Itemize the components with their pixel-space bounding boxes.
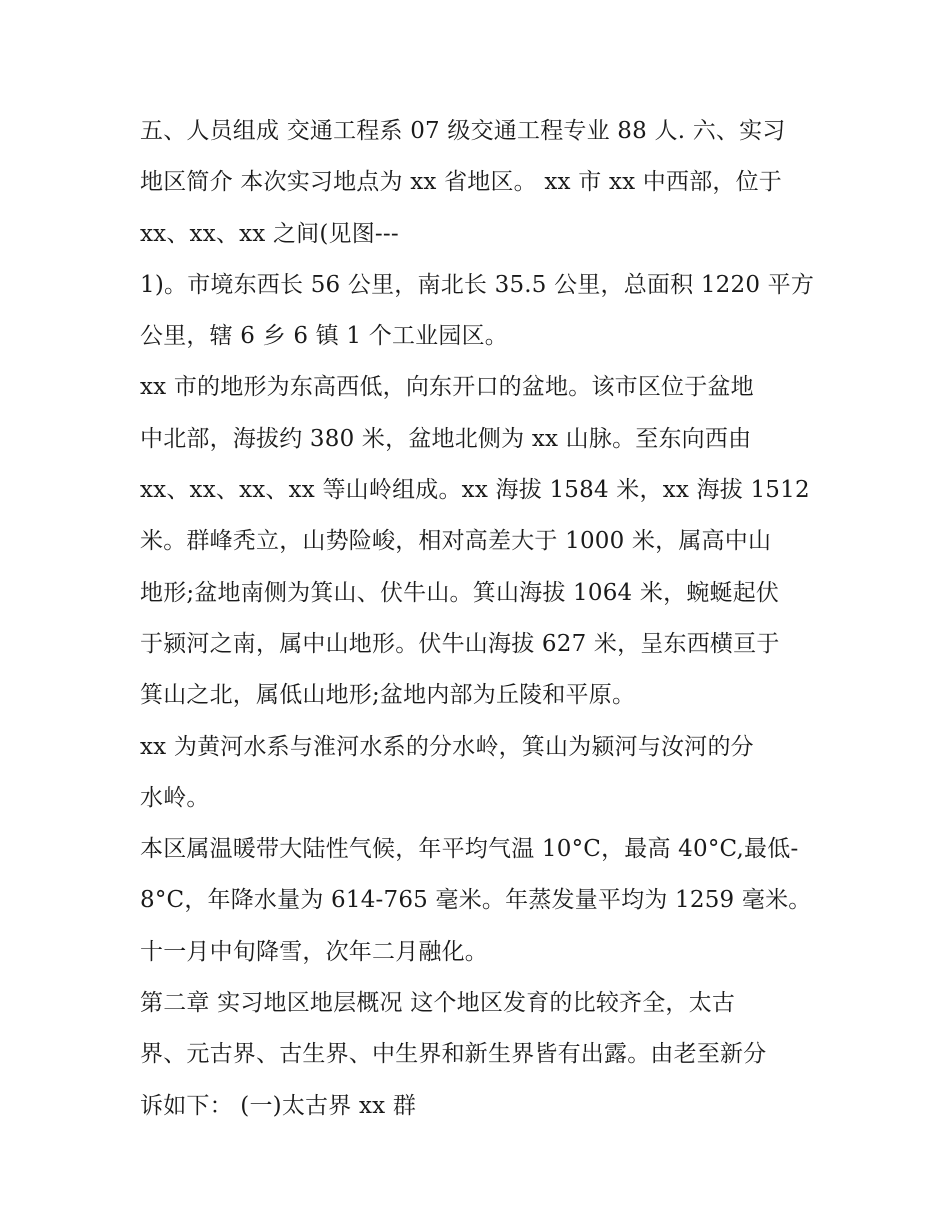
text-line: 8°C，年降水量为 614-765 毫米。年蒸发量平均为 1259 毫米。: [140, 887, 812, 914]
text-line: xx 为黄河水系与淮河水系的分水岭，箕山为颍河与汝河的分: [140, 733, 754, 760]
text-line: 本区属温暖带大陆性气候，年平均气温 10°C，最高 40°C,最低-: [140, 836, 799, 863]
text-line: 箕山之北，属低山地形;盆地内部为丘陵和平原。: [140, 682, 636, 709]
text-line: 地区简介 本次实习地点为 xx 省地区。 xx 市 xx 中西部，位于: [140, 169, 783, 196]
text-line: xx、xx、xx 之间(见图---: [140, 220, 399, 247]
text-line: 公里，辖 6 乡 6 镇 1 个工业园区。: [140, 323, 508, 350]
text-line: 于颍河之南，属中山地形。伏牛山海拔 627 米，呈东西横亘于: [140, 630, 780, 657]
document-body: [140, 106, 830, 1132]
text-line: 1)。市境东西长 56 公里，南北长 35.5 公里，总面积 1220 平方: [140, 271, 815, 298]
text-line: 中北部，海拔约 380 米，盆地北侧为 xx 山脉。至东向西由: [140, 425, 752, 452]
text-line: 界、元古界、古生界、中生界和新生界皆有出露。由老至新分: [140, 1041, 767, 1068]
text-line: 第二章 实习地区地层概况 这个地区发育的比较齐全，太古: [140, 990, 736, 1017]
text-line: 五、人员组成 交通工程系 07 级交通工程专业 88 人. 六、实习: [140, 118, 786, 144]
text-line: xx 市的地形为东高西低，向东开口的盆地。该市区位于盆地: [140, 374, 754, 401]
text-line: 水岭。: [140, 784, 210, 811]
text-line: xx、xx、xx、xx 等山岭组成。xx 海拔 1584 米，xx 海拔 1512: [140, 477, 810, 504]
text-line: 诉如下： (一)太古界 xx 群: [140, 1092, 417, 1119]
text-line: 十一月中旬降雪，次年二月融化。: [140, 938, 488, 965]
text-line: 地形;盆地南侧为箕山、伏牛山。箕山海拔 1064 米，蜿蜒起伏: [140, 579, 780, 606]
text-line: 米。群峰秃立，山势险峻，相对高差大于 1000 米，属高中山: [140, 528, 772, 555]
